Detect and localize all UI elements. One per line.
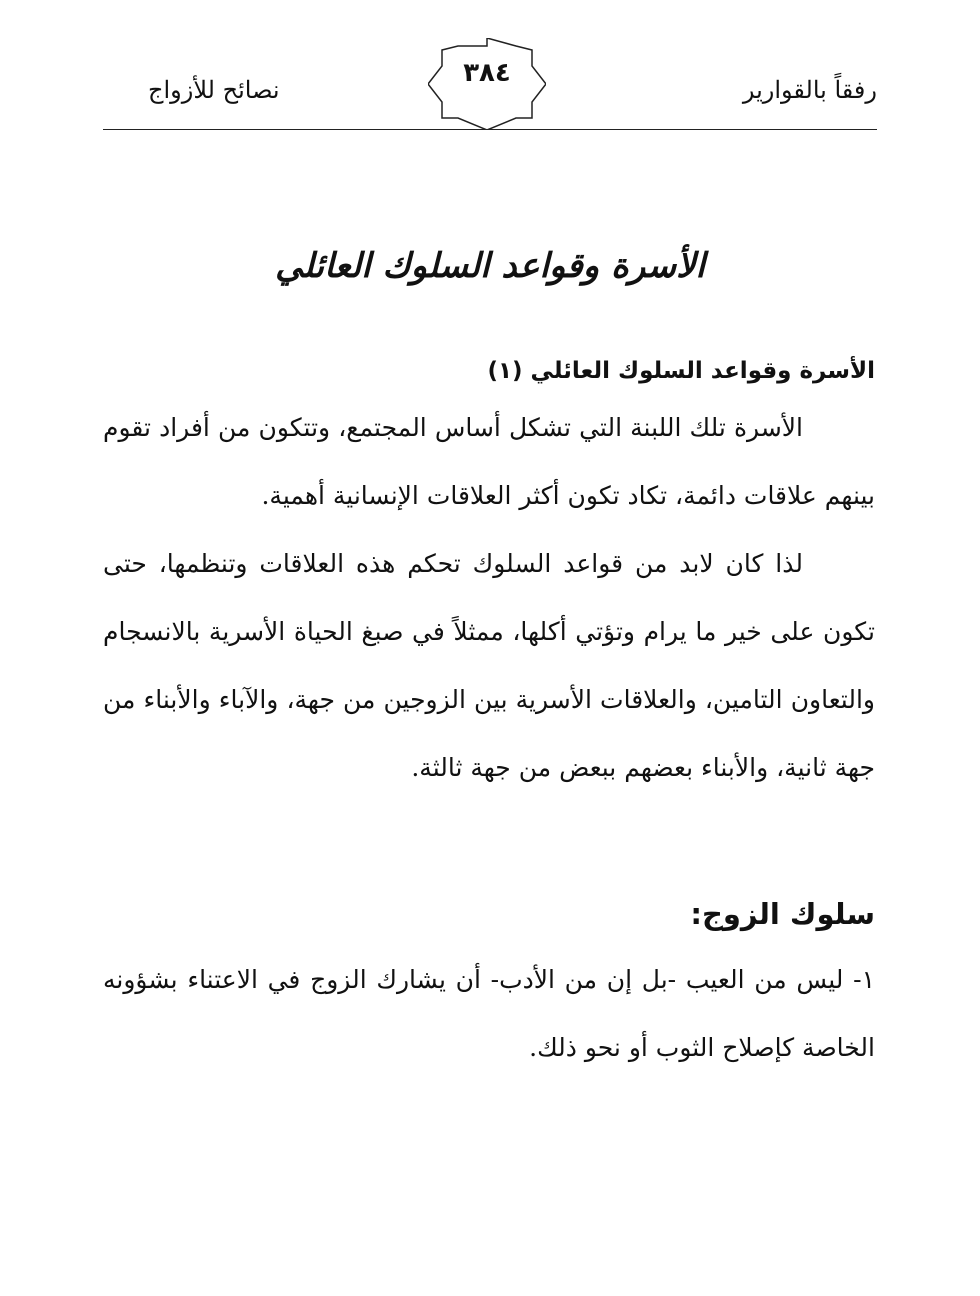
subheading: الأسرة وقواعد السلوك العائلي (١): [487, 358, 875, 384]
header-divider: [103, 129, 877, 130]
running-title-left: نصائح للأزواج: [148, 76, 280, 104]
page-title: الأسرة وقواعد السلوك العائلي: [275, 246, 705, 286]
page-number: ٣٨٤: [463, 58, 511, 88]
paragraph: لذا كان لابد من قواعد السلوك تحكم هذه العلاقات وتنظمها، حتى تكون على خير ما يرام وتؤتي أكلها، ممثلاً في صبغ الحياة الأسرية بالانسجام والتعاون التامين، والعلاقات الأسرية بين الزوجين من جهة، والآباء والأبناء من جهة ثانية، والأبناء بعضهم ببعض من جهة ثالثة.: [103, 549, 875, 782]
paragraph: الأسرة تلك اللبنة التي تشكل أساس المجتمع، وتتكون من أفراد تقوم بينهم علاقات دائمة، تكاد تكون أكثر العلاقات الإنسانية أهمية.: [103, 413, 875, 510]
body-text: [103, 352, 875, 1082]
running-title-right: رفقاً بالقوارير: [742, 76, 877, 104]
section-heading: سلوك الزوج:: [690, 897, 875, 931]
page-header: [103, 38, 877, 130]
page-number-star: [428, 38, 546, 130]
list-item: ١- ليس من العيب -بل إن من الأدب- أن يشارك الزوج في الاعتناء بشؤونه الخاصة كإصلاح الثوب أو نحو ذلك.: [103, 965, 875, 1062]
